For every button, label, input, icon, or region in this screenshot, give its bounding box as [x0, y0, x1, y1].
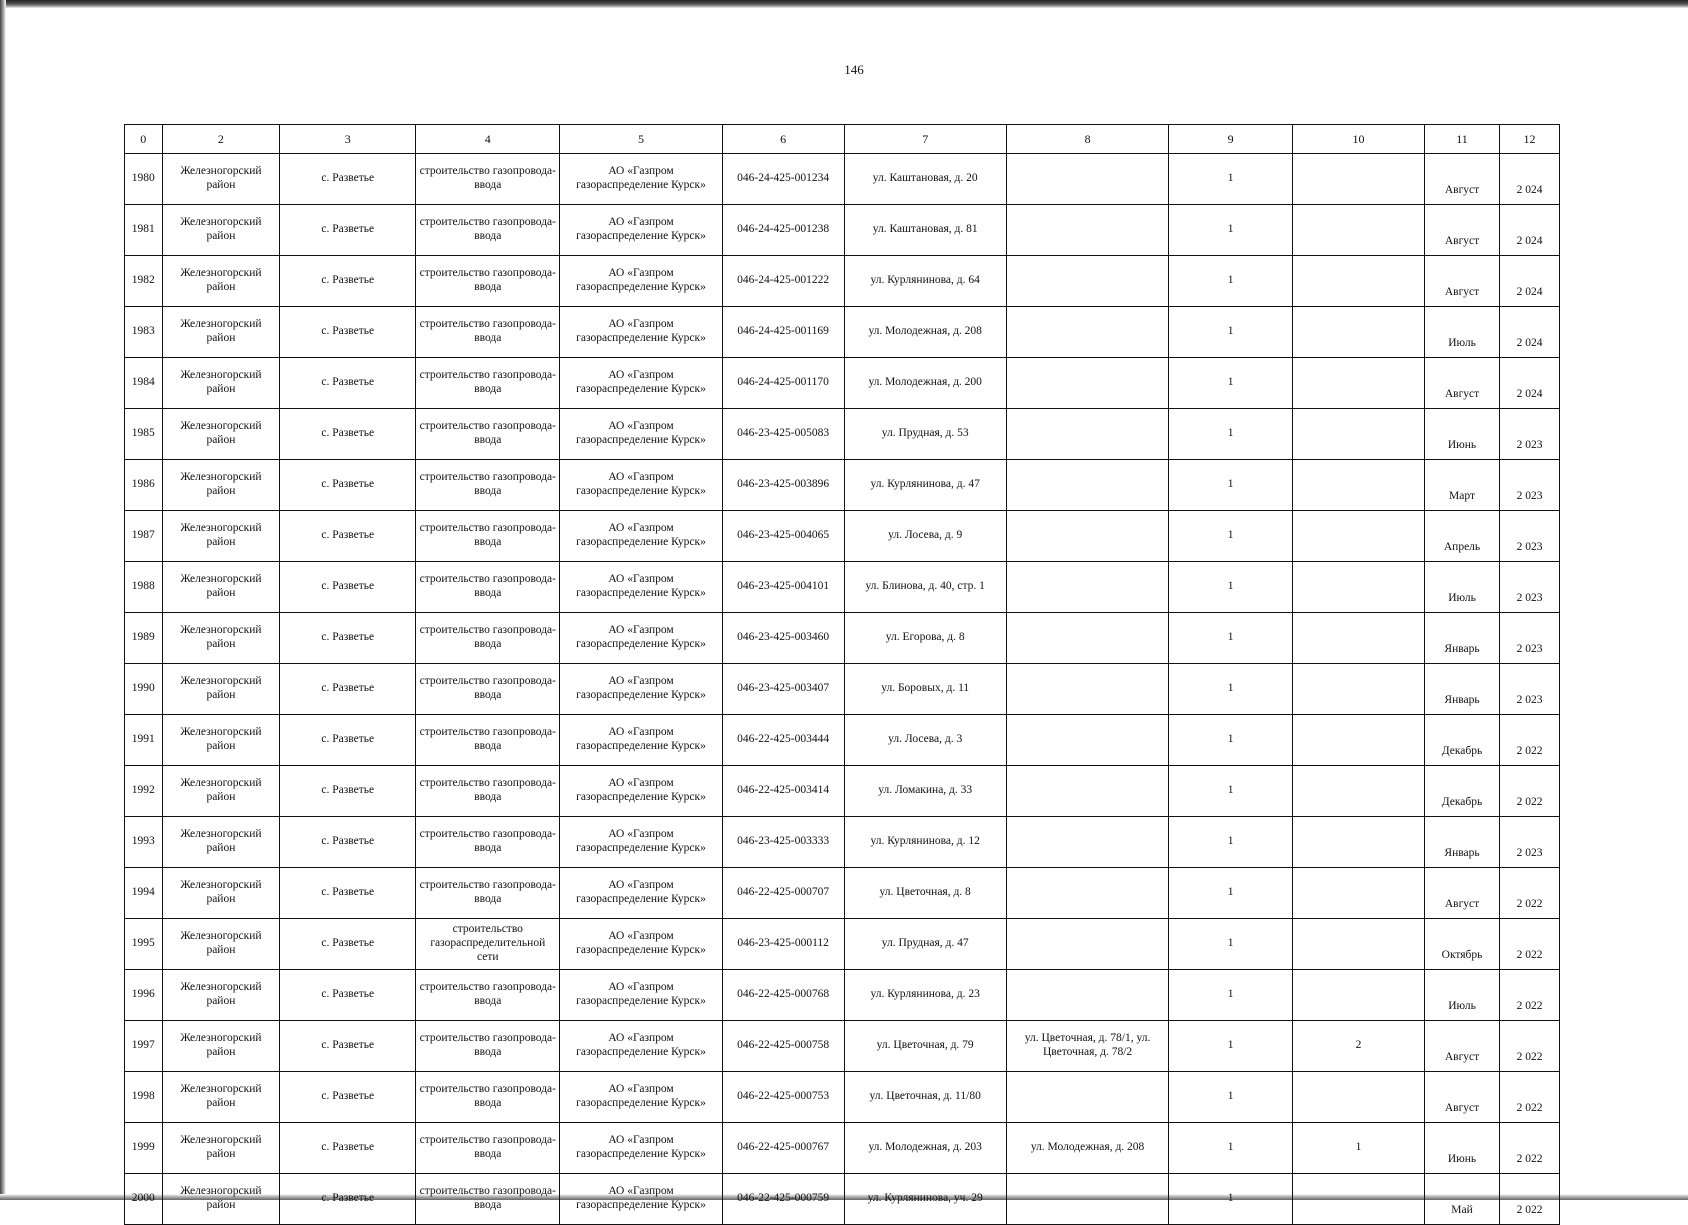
month-cell: Август — [1424, 1072, 1499, 1123]
organization-cell: АО «Газпром газораспределение Курск» — [560, 817, 722, 868]
address-cell: ул. Курлянинова, д. 12 — [844, 817, 1006, 868]
registry-number-cell: 046-22-425-000759 — [722, 1174, 844, 1225]
month-cell: Июнь — [1424, 409, 1499, 460]
district-cell: Железногорский район — [162, 205, 280, 256]
district-cell: Железногорский район — [162, 1072, 280, 1123]
year-cell: 2 024 — [1500, 154, 1560, 205]
settlement-cell: с. Разветье — [280, 1174, 416, 1225]
work-type-cell: строительство газораспределительной сети — [416, 919, 560, 970]
settlement-cell: с. Разветье — [280, 1123, 416, 1174]
count-cell: 1 — [1169, 460, 1293, 511]
extra-count-cell — [1293, 409, 1425, 460]
settlement-cell: с. Разветье — [280, 154, 416, 205]
settlement-cell: с. Разветье — [280, 868, 416, 919]
year-cell: 2 024 — [1500, 256, 1560, 307]
extra-count-cell — [1293, 664, 1425, 715]
organization-cell: АО «Газпром газораспределение Курск» — [560, 1072, 722, 1123]
district-cell: Железногорский район — [162, 511, 280, 562]
extra-count-cell — [1293, 817, 1425, 868]
row-number-cell: 1986 — [125, 460, 163, 511]
address-cell: ул. Курлянинова, д. 23 — [844, 970, 1006, 1021]
year-cell: 2 022 — [1500, 1123, 1560, 1174]
scan-edge-top — [0, 0, 1688, 8]
settlement-cell: с. Разветье — [280, 562, 416, 613]
district-cell: Железногорский район — [162, 409, 280, 460]
extra-address-cell — [1006, 868, 1168, 919]
year-cell: 2 024 — [1500, 307, 1560, 358]
address-cell: ул. Боровых, д. 11 — [844, 664, 1006, 715]
district-cell: Железногорский район — [162, 868, 280, 919]
address-cell: ул. Блинова, д. 40, стр. 1 — [844, 562, 1006, 613]
extra-address-cell — [1006, 358, 1168, 409]
settlement-cell: с. Разветье — [280, 715, 416, 766]
district-cell: Железногорский район — [162, 613, 280, 664]
count-cell: 1 — [1169, 970, 1293, 1021]
year-cell: 2 024 — [1500, 358, 1560, 409]
address-cell: ул. Курлянинова, д. 47 — [844, 460, 1006, 511]
year-cell: 2 022 — [1500, 1072, 1560, 1123]
address-cell: ул. Курлянинова, уч. 29 — [844, 1174, 1006, 1225]
column-header: 5 — [560, 125, 722, 154]
month-cell: Январь — [1424, 664, 1499, 715]
extra-count-cell — [1293, 205, 1425, 256]
work-type-cell: строительство газопровода-ввода — [416, 664, 560, 715]
count-cell: 1 — [1169, 154, 1293, 205]
address-cell: ул. Цветочная, д. 79 — [844, 1021, 1006, 1072]
table-row — [125, 511, 1560, 562]
address-cell: ул. Молодежная, д. 200 — [844, 358, 1006, 409]
extra-address-cell — [1006, 460, 1168, 511]
month-cell: Август — [1424, 1021, 1499, 1072]
table-row — [125, 307, 1560, 358]
year-cell: 2 023 — [1500, 613, 1560, 664]
settlement-cell: с. Разветье — [280, 664, 416, 715]
registry-number-cell: 046-24-425-001222 — [722, 256, 844, 307]
row-number-cell: 1995 — [125, 919, 163, 970]
column-header: 7 — [844, 125, 1006, 154]
row-number-cell: 1996 — [125, 970, 163, 1021]
extra-count-cell: 2 — [1293, 1021, 1425, 1072]
registry-number-cell: 046-22-425-000768 — [722, 970, 844, 1021]
month-cell: Август — [1424, 256, 1499, 307]
work-type-cell: строительство газопровода-ввода — [416, 868, 560, 919]
row-number-cell: 1997 — [125, 1021, 163, 1072]
row-number-cell: 1985 — [125, 409, 163, 460]
extra-address-cell — [1006, 766, 1168, 817]
scan-edge-left — [0, 0, 6, 1200]
organization-cell: АО «Газпром газораспределение Курск» — [560, 256, 722, 307]
table-row — [125, 970, 1560, 1021]
month-cell: Декабрь — [1424, 766, 1499, 817]
count-cell: 1 — [1169, 664, 1293, 715]
registry-number-cell: 046-23-425-003460 — [722, 613, 844, 664]
work-type-cell: строительство газопровода-ввода — [416, 358, 560, 409]
extra-count-cell — [1293, 154, 1425, 205]
row-number-cell: 1992 — [125, 766, 163, 817]
registry-number-cell: 046-23-425-000112 — [722, 919, 844, 970]
registry-number-cell: 046-23-425-003407 — [722, 664, 844, 715]
month-cell: Август — [1424, 868, 1499, 919]
count-cell: 1 — [1169, 868, 1293, 919]
column-header: 11 — [1424, 125, 1499, 154]
district-cell: Железногорский район — [162, 1123, 280, 1174]
organization-cell: АО «Газпром газораспределение Курск» — [560, 358, 722, 409]
row-number-cell: 1988 — [125, 562, 163, 613]
organization-cell: АО «Газпром газораспределение Курск» — [560, 919, 722, 970]
settlement-cell: с. Разветье — [280, 919, 416, 970]
column-header: 10 — [1293, 125, 1425, 154]
district-cell: Железногорский район — [162, 970, 280, 1021]
extra-address-cell — [1006, 409, 1168, 460]
settlement-cell: с. Разветье — [280, 613, 416, 664]
registry-number-cell: 046-23-425-003896 — [722, 460, 844, 511]
address-cell: ул. Курлянинова, д. 64 — [844, 256, 1006, 307]
extra-address-cell — [1006, 511, 1168, 562]
month-cell: Октябрь — [1424, 919, 1499, 970]
organization-cell: АО «Газпром газораспределение Курск» — [560, 1174, 722, 1225]
month-cell: Январь — [1424, 613, 1499, 664]
work-type-cell: строительство газопровода-ввода — [416, 511, 560, 562]
row-number-cell: 1984 — [125, 358, 163, 409]
extra-count-cell — [1293, 1072, 1425, 1123]
extra-count-cell — [1293, 511, 1425, 562]
row-number-cell: 1994 — [125, 868, 163, 919]
work-type-cell: строительство газопровода-ввода — [416, 409, 560, 460]
extra-count-cell — [1293, 256, 1425, 307]
address-cell: ул. Прудная, д. 53 — [844, 409, 1006, 460]
row-number-cell: 1993 — [125, 817, 163, 868]
count-cell: 1 — [1169, 766, 1293, 817]
extra-address-cell — [1006, 817, 1168, 868]
month-cell: Апрель — [1424, 511, 1499, 562]
district-cell: Железногорский район — [162, 307, 280, 358]
district-cell: Железногорский район — [162, 715, 280, 766]
district-cell: Железногорский район — [162, 1174, 280, 1225]
organization-cell: АО «Газпром газораспределение Курск» — [560, 409, 722, 460]
year-cell: 2 022 — [1500, 1174, 1560, 1225]
month-cell: Май — [1424, 1174, 1499, 1225]
work-type-cell: строительство газопровода-ввода — [416, 766, 560, 817]
count-cell: 1 — [1169, 409, 1293, 460]
table-row — [125, 1072, 1560, 1123]
count-cell: 1 — [1169, 817, 1293, 868]
extra-address-cell — [1006, 1072, 1168, 1123]
district-cell: Железногорский район — [162, 256, 280, 307]
district-cell: Железногорский район — [162, 817, 280, 868]
month-cell: Июль — [1424, 970, 1499, 1021]
table-row — [125, 562, 1560, 613]
row-number-cell: 1989 — [125, 613, 163, 664]
registry-number-cell: 046-24-425-001169 — [722, 307, 844, 358]
work-type-cell: строительство газопровода-ввода — [416, 256, 560, 307]
year-cell: 2 023 — [1500, 817, 1560, 868]
district-cell: Железногорский район — [162, 766, 280, 817]
registry-number-cell: 046-24-425-001234 — [722, 154, 844, 205]
work-type-cell: строительство газопровода-ввода — [416, 562, 560, 613]
column-header: 2 — [162, 125, 280, 154]
table-row — [125, 868, 1560, 919]
extra-count-cell — [1293, 868, 1425, 919]
extra-count-cell — [1293, 460, 1425, 511]
district-cell: Железногорский район — [162, 919, 280, 970]
extra-address-cell — [1006, 256, 1168, 307]
row-number-cell: 1999 — [125, 1123, 163, 1174]
column-header: 6 — [722, 125, 844, 154]
work-type-cell: строительство газопровода-ввода — [416, 613, 560, 664]
address-cell: ул. Прудная, д. 47 — [844, 919, 1006, 970]
extra-count-cell — [1293, 1174, 1425, 1225]
organization-cell: АО «Газпром газораспределение Курск» — [560, 562, 722, 613]
registry-number-cell: 046-22-425-000753 — [722, 1072, 844, 1123]
table-row — [125, 1123, 1560, 1174]
work-type-cell: строительство газопровода-ввода — [416, 307, 560, 358]
extra-address-cell — [1006, 664, 1168, 715]
settlement-cell: с. Разветье — [280, 460, 416, 511]
extra-address-cell: ул. Молодежная, д. 208 — [1006, 1123, 1168, 1174]
address-cell: ул. Каштановая, д. 20 — [844, 154, 1006, 205]
extra-count-cell: 1 — [1293, 1123, 1425, 1174]
settlement-cell: с. Разветье — [280, 1072, 416, 1123]
registry-number-cell: 046-22-425-003444 — [722, 715, 844, 766]
work-type-cell: строительство газопровода-ввода — [416, 1021, 560, 1072]
table-row — [125, 358, 1560, 409]
count-cell: 1 — [1169, 919, 1293, 970]
settlement-cell: с. Разветье — [280, 817, 416, 868]
register-table-container — [124, 124, 1560, 1225]
table-row — [125, 613, 1560, 664]
column-header: 9 — [1169, 125, 1293, 154]
extra-address-cell — [1006, 613, 1168, 664]
settlement-cell: с. Разветье — [280, 409, 416, 460]
table-row — [125, 205, 1560, 256]
district-cell: Железногорский район — [162, 460, 280, 511]
registry-number-cell: 046-23-425-004065 — [722, 511, 844, 562]
row-number-cell: 1991 — [125, 715, 163, 766]
registry-number-cell: 046-22-425-000767 — [722, 1123, 844, 1174]
work-type-cell: строительство газопровода-ввода — [416, 817, 560, 868]
row-number-cell: 1981 — [125, 205, 163, 256]
settlement-cell: с. Разветье — [280, 358, 416, 409]
table-row — [125, 817, 1560, 868]
district-cell: Железногорский район — [162, 358, 280, 409]
row-number-cell: 1990 — [125, 664, 163, 715]
district-cell: Железногорский район — [162, 562, 280, 613]
address-cell: ул. Цветочная, д. 8 — [844, 868, 1006, 919]
month-cell: Август — [1424, 154, 1499, 205]
extra-count-cell — [1293, 307, 1425, 358]
organization-cell: АО «Газпром газораспределение Курск» — [560, 868, 722, 919]
column-header: 4 — [416, 125, 560, 154]
organization-cell: АО «Газпром газораспределение Курск» — [560, 613, 722, 664]
work-type-cell: строительство газопровода-ввода — [416, 205, 560, 256]
extra-count-cell — [1293, 919, 1425, 970]
table-row — [125, 1021, 1560, 1072]
table-row — [125, 1174, 1560, 1225]
header-row — [125, 125, 1560, 154]
registry-number-cell: 046-24-425-001238 — [722, 205, 844, 256]
extra-count-cell — [1293, 715, 1425, 766]
extra-address-cell — [1006, 154, 1168, 205]
extra-address-cell — [1006, 919, 1168, 970]
row-number-cell: 1998 — [125, 1072, 163, 1123]
month-cell: Декабрь — [1424, 715, 1499, 766]
district-cell: Железногорский район — [162, 664, 280, 715]
count-cell: 1 — [1169, 511, 1293, 562]
registry-number-cell: 046-22-425-000758 — [722, 1021, 844, 1072]
work-type-cell: строительство газопровода-ввода — [416, 1072, 560, 1123]
count-cell: 1 — [1169, 1123, 1293, 1174]
month-cell: Август — [1424, 358, 1499, 409]
month-cell: Июнь — [1424, 1123, 1499, 1174]
organization-cell: АО «Газпром газораспределение Курск» — [560, 970, 722, 1021]
row-number-cell: 1982 — [125, 256, 163, 307]
address-cell: ул. Каштановая, д. 81 — [844, 205, 1006, 256]
table-row — [125, 256, 1560, 307]
settlement-cell: с. Разветье — [280, 1021, 416, 1072]
organization-cell: АО «Газпром газораспределение Курск» — [560, 1021, 722, 1072]
address-cell: ул. Ломакина, д. 33 — [844, 766, 1006, 817]
extra-count-cell — [1293, 613, 1425, 664]
address-cell: ул. Лосева, д. 9 — [844, 511, 1006, 562]
registry-number-cell: 046-22-425-003414 — [722, 766, 844, 817]
year-cell: 2 024 — [1500, 205, 1560, 256]
row-number-cell: 1980 — [125, 154, 163, 205]
row-number-cell: 1987 — [125, 511, 163, 562]
count-cell: 1 — [1169, 1174, 1293, 1225]
registry-number-cell: 046-24-425-001170 — [722, 358, 844, 409]
settlement-cell: с. Разветье — [280, 307, 416, 358]
month-cell: Июль — [1424, 562, 1499, 613]
work-type-cell: строительство газопровода-ввода — [416, 154, 560, 205]
settlement-cell: с. Разветье — [280, 205, 416, 256]
extra-count-cell — [1293, 970, 1425, 1021]
organization-cell: АО «Газпром газораспределение Курск» — [560, 460, 722, 511]
row-number-cell: 2000 — [125, 1174, 163, 1225]
extra-address-cell: ул. Цветочная, д. 78/1, ул. Цветочная, д. 78/2 — [1006, 1021, 1168, 1072]
settlement-cell: с. Разветье — [280, 256, 416, 307]
work-type-cell: строительство газопровода-ввода — [416, 1123, 560, 1174]
address-cell: ул. Лосева, д. 3 — [844, 715, 1006, 766]
month-cell: Январь — [1424, 817, 1499, 868]
year-cell: 2 023 — [1500, 664, 1560, 715]
work-type-cell: строительство газопровода-ввода — [416, 715, 560, 766]
column-header: 12 — [1500, 125, 1560, 154]
table-row — [125, 919, 1560, 970]
registry-number-cell: 046-22-425-000707 — [722, 868, 844, 919]
year-cell: 2 022 — [1500, 1021, 1560, 1072]
year-cell: 2 023 — [1500, 460, 1560, 511]
organization-cell: АО «Газпром газораспределение Курск» — [560, 205, 722, 256]
extra-address-cell — [1006, 1174, 1168, 1225]
organization-cell: АО «Газпром газораспределение Курск» — [560, 307, 722, 358]
organization-cell: АО «Газпром газораспределение Курск» — [560, 715, 722, 766]
year-cell: 2 022 — [1500, 868, 1560, 919]
table-row — [125, 154, 1560, 205]
table-row — [125, 766, 1560, 817]
organization-cell: АО «Газпром газораспределение Курск» — [560, 1123, 722, 1174]
table-body — [125, 154, 1560, 1225]
work-type-cell: строительство газопровода-ввода — [416, 970, 560, 1021]
work-type-cell: строительство газопровода-ввода — [416, 1174, 560, 1225]
count-cell: 1 — [1169, 562, 1293, 613]
year-cell: 2 022 — [1500, 715, 1560, 766]
registry-number-cell: 046-23-425-003333 — [722, 817, 844, 868]
organization-cell: АО «Газпром газораспределение Курск» — [560, 154, 722, 205]
year-cell: 2 023 — [1500, 409, 1560, 460]
table-row — [125, 409, 1560, 460]
page-number: 146 — [844, 62, 864, 77]
column-header: 3 — [280, 125, 416, 154]
count-cell: 1 — [1169, 613, 1293, 664]
settlement-cell: с. Разветье — [280, 511, 416, 562]
settlement-cell: с. Разветье — [280, 970, 416, 1021]
registry-number-cell: 046-23-425-005083 — [722, 409, 844, 460]
year-cell: 2 022 — [1500, 766, 1560, 817]
count-cell: 1 — [1169, 205, 1293, 256]
extra-address-cell — [1006, 205, 1168, 256]
table-row — [125, 460, 1560, 511]
row-number-cell: 1983 — [125, 307, 163, 358]
year-cell: 2 023 — [1500, 562, 1560, 613]
year-cell: 2 022 — [1500, 919, 1560, 970]
address-cell: ул. Молодежная, д. 208 — [844, 307, 1006, 358]
month-cell: Август — [1424, 205, 1499, 256]
extra-count-cell — [1293, 562, 1425, 613]
count-cell: 1 — [1169, 256, 1293, 307]
extra-count-cell — [1293, 766, 1425, 817]
month-cell: Июль — [1424, 307, 1499, 358]
count-cell: 1 — [1169, 1021, 1293, 1072]
extra-address-cell — [1006, 970, 1168, 1021]
register-table — [124, 124, 1560, 1225]
work-type-cell: строительство газопровода-ввода — [416, 460, 560, 511]
organization-cell: АО «Газпром газораспределение Курск» — [560, 766, 722, 817]
address-cell: ул. Молодежная, д. 203 — [844, 1123, 1006, 1174]
column-header: 8 — [1006, 125, 1168, 154]
organization-cell: АО «Газпром газораспределение Курск» — [560, 664, 722, 715]
address-cell: ул. Егорова, д. 8 — [844, 613, 1006, 664]
table-row — [125, 715, 1560, 766]
extra-address-cell — [1006, 715, 1168, 766]
year-cell: 2 022 — [1500, 970, 1560, 1021]
count-cell: 1 — [1169, 715, 1293, 766]
count-cell: 1 — [1169, 358, 1293, 409]
extra-count-cell — [1293, 358, 1425, 409]
settlement-cell: с. Разветье — [280, 766, 416, 817]
table-row — [125, 664, 1560, 715]
district-cell: Железногорский район — [162, 1021, 280, 1072]
year-cell: 2 023 — [1500, 511, 1560, 562]
extra-address-cell — [1006, 307, 1168, 358]
organization-cell: АО «Газпром газораспределение Курск» — [560, 511, 722, 562]
month-cell: Март — [1424, 460, 1499, 511]
column-header: 0 — [125, 125, 163, 154]
extra-address-cell — [1006, 562, 1168, 613]
district-cell: Железногорский район — [162, 154, 280, 205]
count-cell: 1 — [1169, 307, 1293, 358]
address-cell: ул. Цветочная, д. 11/80 — [844, 1072, 1006, 1123]
registry-number-cell: 046-23-425-004101 — [722, 562, 844, 613]
count-cell: 1 — [1169, 1072, 1293, 1123]
